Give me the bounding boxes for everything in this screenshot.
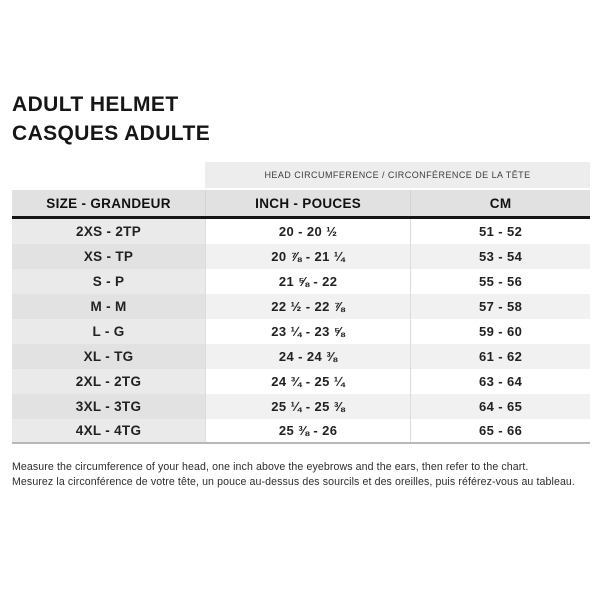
inch-cell: 24 - 24 ⅜ [205, 344, 410, 369]
table-row [12, 219, 590, 244]
cm-cell: 57 - 58 [410, 294, 590, 319]
cm-cell: 61 - 62 [410, 344, 590, 369]
table-row [12, 244, 590, 269]
title-english: ADULT HELMET [12, 93, 179, 116]
size-table [12, 162, 590, 444]
table-row [12, 319, 590, 344]
table-row [12, 344, 590, 369]
inch-cell: 21 ⅝ - 22 [205, 269, 410, 294]
cm-cell: 55 - 56 [410, 269, 590, 294]
instruction-english: Measure the circumference of your head, one inch above the eyebrows and the ears, then refer to the chart. [12, 461, 529, 473]
inch-cell: 20 ⅞ - 21 ¼ [205, 244, 410, 269]
size-cell: 4XL - 4TG [12, 419, 205, 442]
table-row [12, 419, 590, 444]
inch-cell: 24 ¾ - 25 ¼ [205, 369, 410, 394]
size-cell: XL - TG [12, 344, 205, 369]
circumference-header-row [12, 162, 590, 190]
table-row [12, 294, 590, 319]
column-header-inch: INCH - POUCES [205, 190, 410, 216]
table-row [12, 269, 590, 294]
title-french: CASQUES ADULTE [12, 122, 211, 145]
inch-cell: 23 ¼ - 23 ⅝ [205, 319, 410, 344]
size-cell: L - G [12, 319, 205, 344]
cm-cell: 65 - 66 [410, 419, 590, 442]
circumference-header-spacer [12, 162, 205, 190]
column-header-cm: CM [410, 190, 590, 216]
cm-cell: 51 - 52 [410, 219, 590, 244]
measurement-instructions [12, 460, 588, 490]
size-cell: XS - TP [12, 244, 205, 269]
inch-cell: 25 ¼ - 25 ⅜ [205, 394, 410, 419]
table-row [12, 394, 590, 419]
size-cell: S - P [12, 269, 205, 294]
size-cell: 2XL - 2TG [12, 369, 205, 394]
cm-cell: 53 - 54 [410, 244, 590, 269]
table-row [12, 369, 590, 394]
page-title [12, 90, 210, 148]
cm-cell: 63 - 64 [410, 369, 590, 394]
instruction-french: Mesurez la circonférence de votre tête, un pouce au-dessus des sourcils et des oreilles, puis référez-vous au tableau. [12, 476, 575, 488]
inch-cell: 20 - 20 ½ [205, 219, 410, 244]
size-cell: M - M [12, 294, 205, 319]
column-header-row [12, 190, 590, 219]
inch-cell: 22 ½ - 22 ⅞ [205, 294, 410, 319]
inch-cell: 25 ⅜ - 26 [205, 419, 410, 442]
cm-cell: 64 - 65 [410, 394, 590, 419]
cm-cell: 59 - 60 [410, 319, 590, 344]
column-header-size: SIZE - GRANDEUR [12, 190, 205, 216]
size-cell: 2XS - 2TP [12, 219, 205, 244]
circumference-header: HEAD CIRCUMFERENCE / CIRCONFÉRENCE DE LA TÊTE [205, 162, 590, 190]
size-cell: 3XL - 3TG [12, 394, 205, 419]
